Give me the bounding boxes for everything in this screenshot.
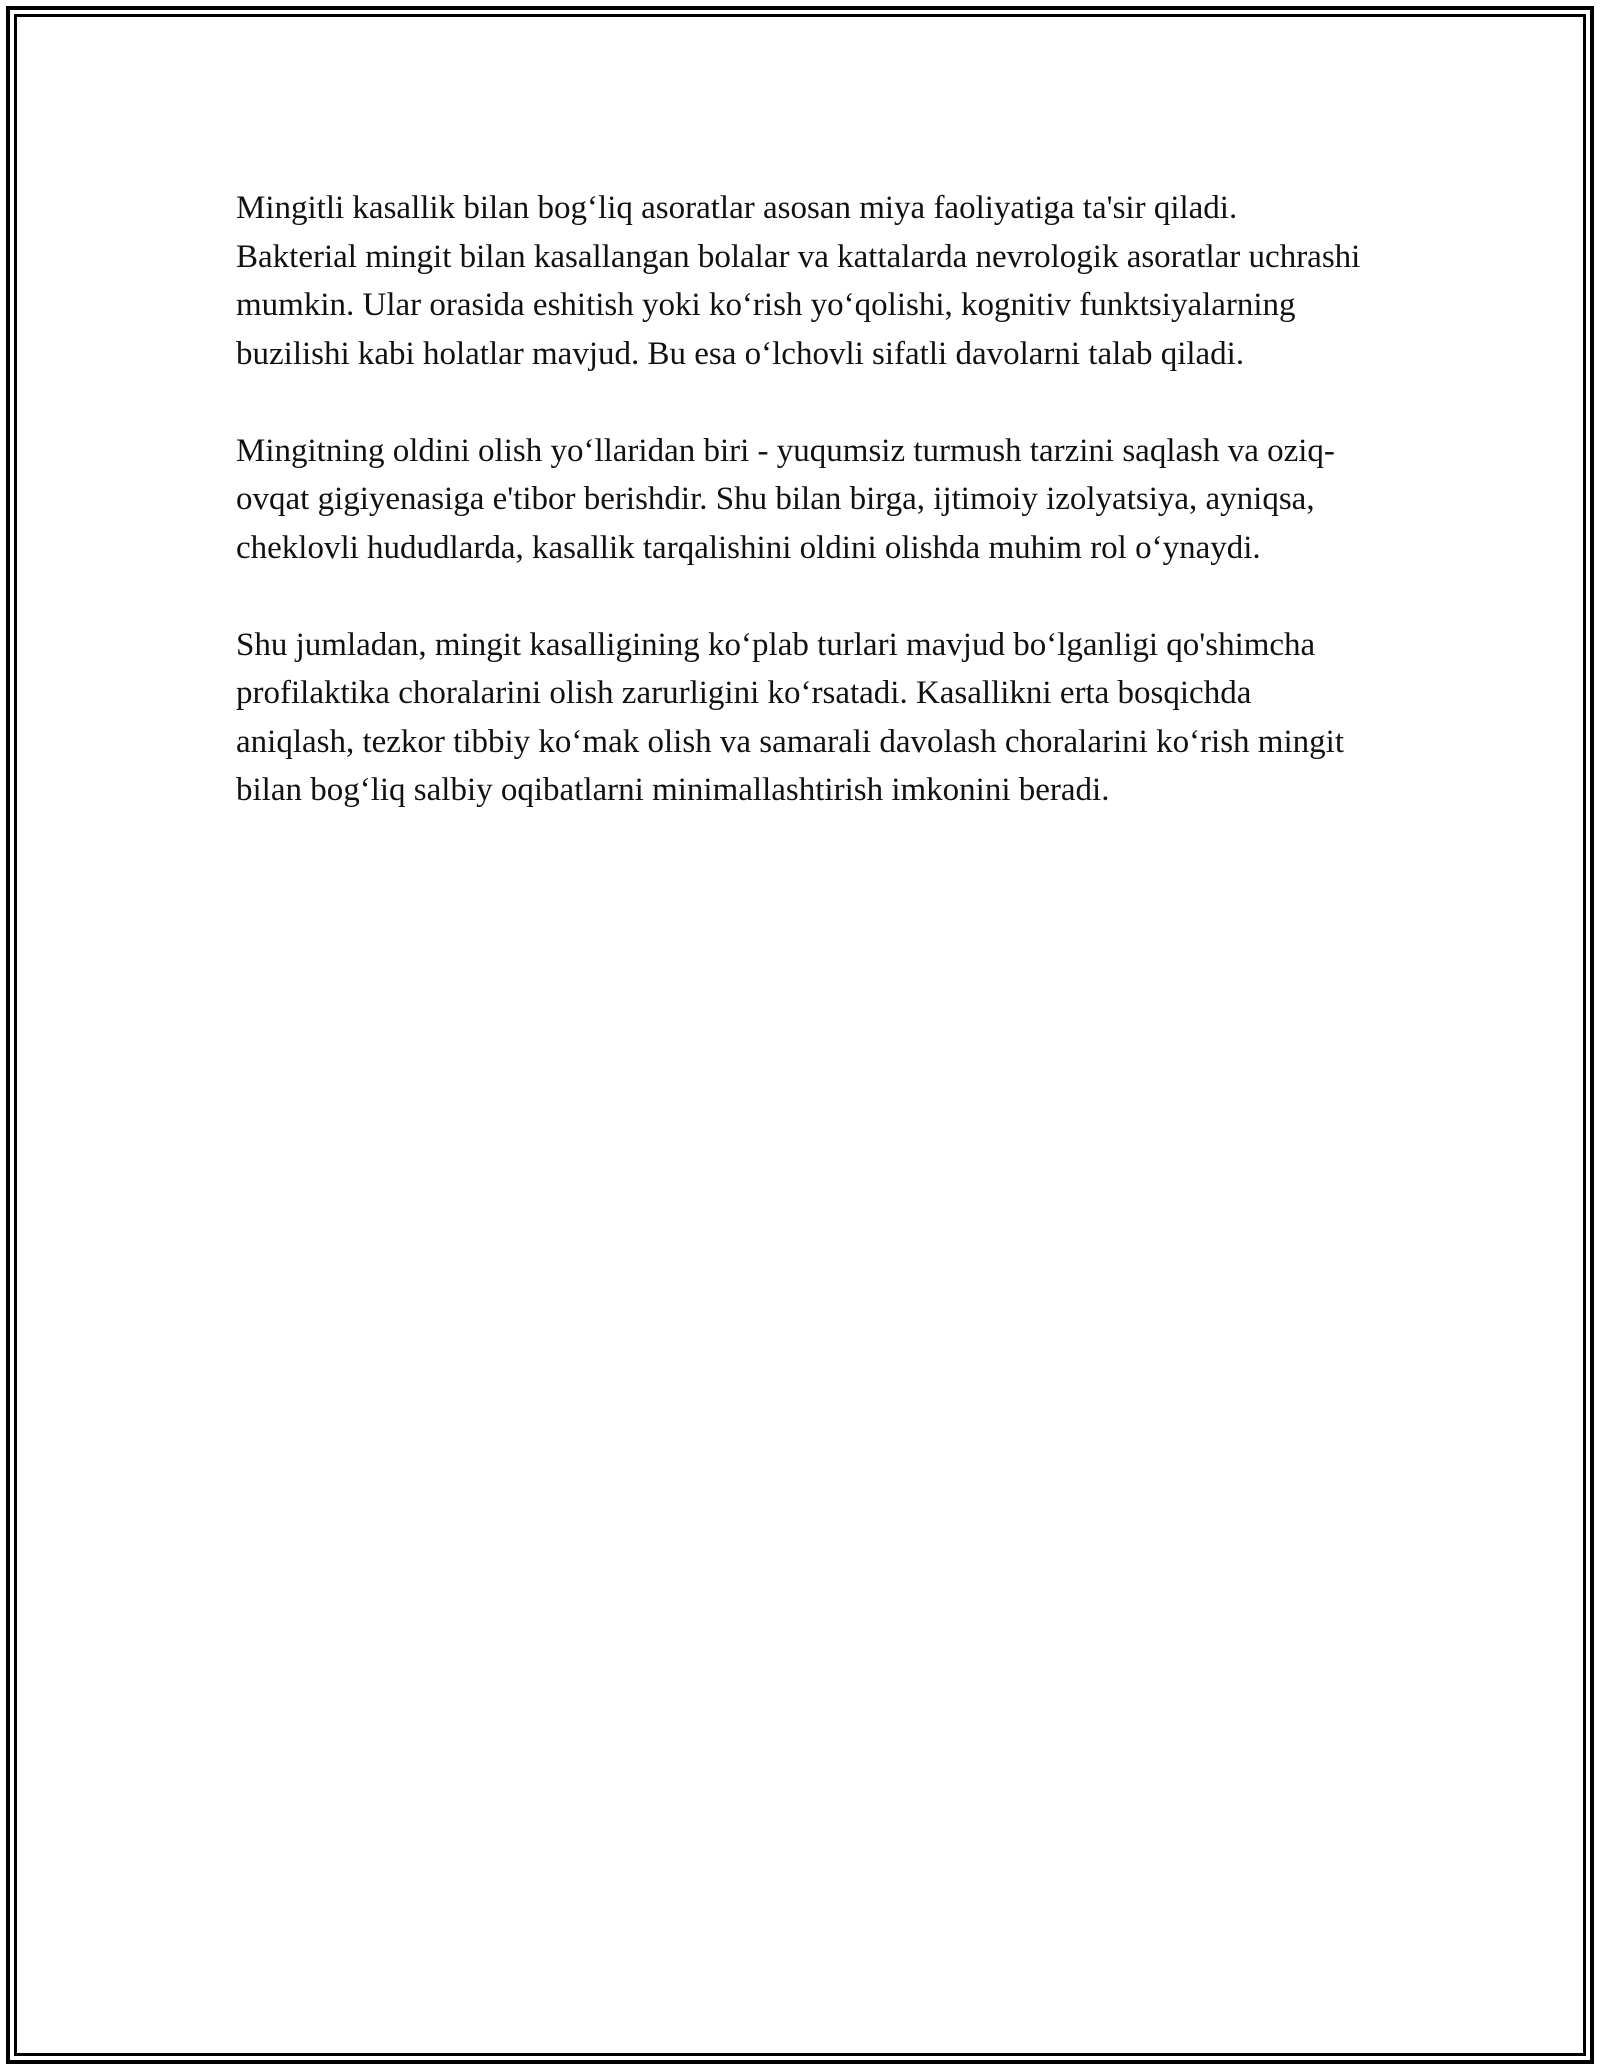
paragraph-2: Mingitning oldini olish yo‘llaridan biri - yuqumsiz turmush tarzini saqlash va oziq-ovqat gigiyenasiga e'tibor berishdir. Shu bilan birga, ijtimoiy izolyatsiya, ayniqsa, cheklovli hududlarda, kasallik tarqalishini oldini olishda muhim rol o‘ynaydi. [236,432,1335,566]
document-body [236,184,1366,863]
paragraph-3: Shu jumladan, mingit kasalligining ko‘plab turlari mavjud bo‘lganligi qo'shimcha profilaktika choralarini olish zarurligini ko‘rsatadi. Kasallikni erta bosqichda aniqlash, tezkor tibbiy ko‘mak olish va samarali davolash choralarini ko‘rish mingit bilan bog‘liq salbiy oqibatlarni minimallashtirish imkonini beradi. [236,626,1344,808]
paragraph-1: Mingitli kasallik bilan bog‘liq asoratlar asosan miya faoliyatiga ta'sir qiladi. Bakterial mingit bilan kasallangan bolalar va kattalarda nevrologik asoratlar uchrashi mumkin. Ular orasida eshitish yoki ko‘rish yo‘qolishi, kognitiv funktsiyalarning buzilishi kabi holatlar mavjud. Bu esa o‘lchovli sifatli davolarni talab qiladi. [236,190,1361,372]
